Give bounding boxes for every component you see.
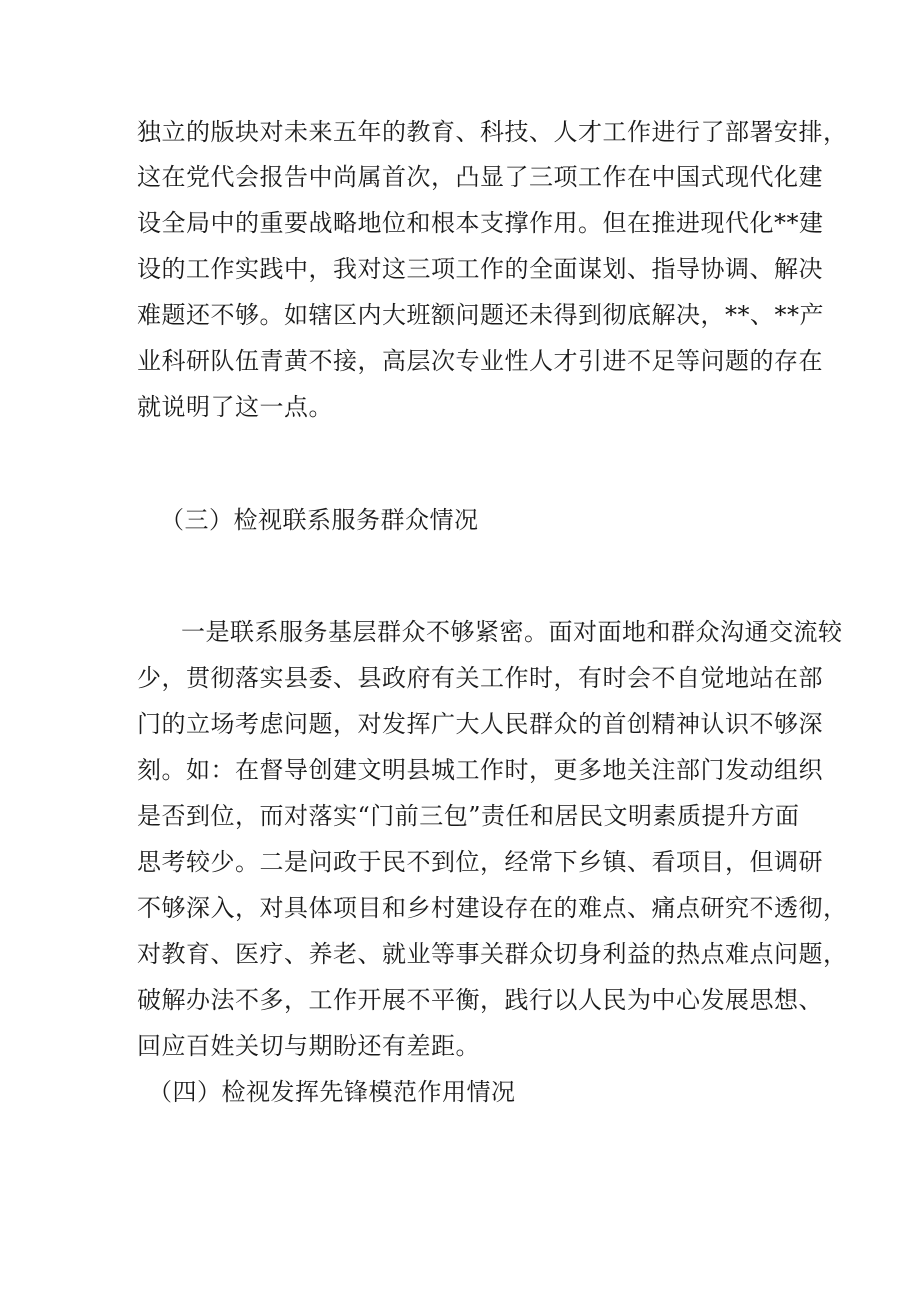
section-heading-3: （三）检视联系服务群众情况	[160, 506, 479, 534]
paragraph-2-line-9: 破解办法不多，工作开展不平衡，践行以人民为中心发展思想、	[137, 986, 823, 1014]
paragraph-1-line-7: 就说明了这一点。	[137, 393, 333, 421]
paragraph-2-line-3: 门的立场考虑问题，对发挥广大人民群众的首创精神认识不够深	[137, 710, 823, 738]
paragraph-2-line-1: 一是联系服务基层群众不够紧密。面对面地和群众沟通交流较	[181, 618, 843, 646]
paragraph-1-line-5: 难题还不够。如辖区内大班额问题还未得到彻底解决，**、**产	[137, 301, 824, 329]
paragraph-2-line-6: 思考较少。二是问政于民不到位，经常下乡镇、看项目，但调研	[137, 848, 823, 876]
paragraph-1-line-2: 这在党代会报告中尚属首次，凸显了三项工作在中国式现代化建	[137, 163, 823, 191]
paragraph-2-line-5: 是否到位，而对落实“门前三包”责任和居民文明素质提升方面	[137, 802, 800, 830]
paragraph-2-line-10: 回应百姓关切与期盼还有差距。	[137, 1032, 480, 1060]
paragraph-1-line-6: 业科研队伍青黄不接，高层次专业性人才引进不足等问题的存在	[137, 347, 823, 375]
paragraph-1-line-3: 设全局中的重要战略地位和根本支撑作用。但在推进现代化**建	[137, 209, 824, 237]
paragraph-2-line-2: 少，贯彻落实县委、县政府有关工作时，有时会不自觉地站在部	[137, 664, 823, 692]
paragraph-2-line-7: 不够深入，对具体项目和乡村建设存在的难点、痛点研究不透彻，	[137, 894, 848, 922]
paragraph-1-line-4: 设的工作实践中，我对这三项工作的全面谋划、指导协调、解决	[137, 255, 823, 283]
section-heading-4: （四）检视发挥先锋模范作用情况	[148, 1078, 516, 1106]
paragraph-1-line-1: 独立的版块对未来五年的教育、科技、人才工作进行了部署安排，	[137, 118, 848, 146]
paragraph-2-line-4: 刻。如：在督导创建文明县城工作时，更多地关注部门发动组织	[137, 756, 823, 784]
paragraph-2-line-8: 对教育、医疗、养老、就业等事关群众切身利益的热点难点问题，	[137, 940, 848, 968]
